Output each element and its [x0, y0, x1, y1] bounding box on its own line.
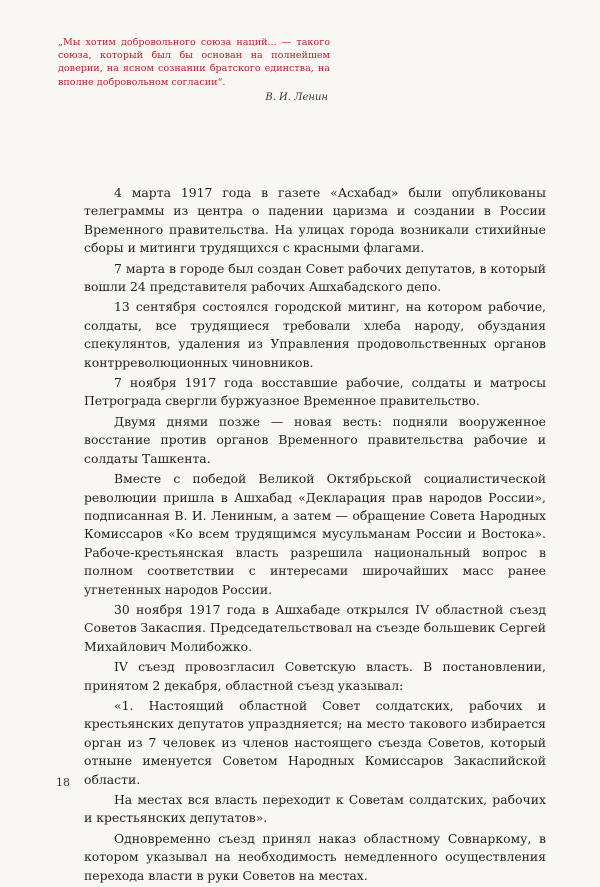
paragraph: Двумя днями позже — новая весть: подняли вооруженное восстание против органов Временного правительства рабочие и солдаты Ташкента. [84, 413, 546, 466]
epigraph-author: В. И. Ленин [265, 91, 328, 103]
main-text [84, 184, 546, 887]
paragraph: «1. Настоящий областной Совет солдатских, рабочих и крестьянских депутатов упраздняется; на место такового избирается орган из 7 человек из членов настоящего съезда Советов, который отныне именуется Советом Народных Комиссаров Закаспийской области. [84, 697, 546, 787]
paragraph: Вместе с победой Великой Октябрьской социалистической революции пришла в Ашхабад «Декларация прав народов России», подписанная В. И. Лениным, а затем — обращение Совета Народных Комиссаров «Ко всем трудящимся мусульманам России и Востока». Рабоче-крестьянская власть разрешила национальный вопрос в полном соответствии с интересами широчайших масс ранее угнетенных народов России. [84, 471, 546, 597]
paragraph: 7 марта в городе был создан Совет рабочих депутатов, в который вошли 24 представителя рабочих Ашхабадского депо. [84, 260, 546, 295]
paragraph: На местах вся власть переходит к Советам солдатских, рабочих и крестьянских депутатов». [84, 792, 546, 826]
paragraph: 13 сентября состоялся городской митинг, на котором рабочие, солдаты, все трудящиеся требовали хлеба народу, обуздания спекулянтов, удаления из Управления продовольственных органов контрреволюционных чиновников. [84, 299, 546, 370]
paragraph: IV съезд провозгласил Советскую власть. В постановлении, принятом 2 декабря, областной съезд указывал: [84, 659, 546, 693]
paragraph: Одновременно съезд принял наказ областному Совнаркому, в котором указывал на необходимость немедленного осуществления перехода власти в руки Советов на местах. [84, 830, 546, 883]
epigraph [58, 36, 330, 104]
paragraph: 7 ноября 1917 года восставшие рабочие, солдаты и матросы Петрограда свергли буржуазное Временное правительство. [84, 375, 546, 409]
paragraph: 30 ноября 1917 года в Ашхабаде открылся IV областной съезд Советов Закаспия. Председательствовал на съезде большевик Сергей Михайлович Молибожко. [84, 601, 546, 654]
paragraph: 4 марта 1917 года в газете «Асхабад» были опубликованы телеграммы из центра о падении царизма и создании в России Временного правительства. На улицах города возникали стихийные сборы и митинги трудящихся с красными флагами. [84, 185, 546, 256]
page-number: 18 [56, 776, 70, 789]
epigraph-quote: „Мы хотим добровольного союза наций... — такого союза, который был бы основан на полнейшем доверии, на ясном сознании братского единства, на вполне добровольном согласии“. [58, 37, 330, 88]
